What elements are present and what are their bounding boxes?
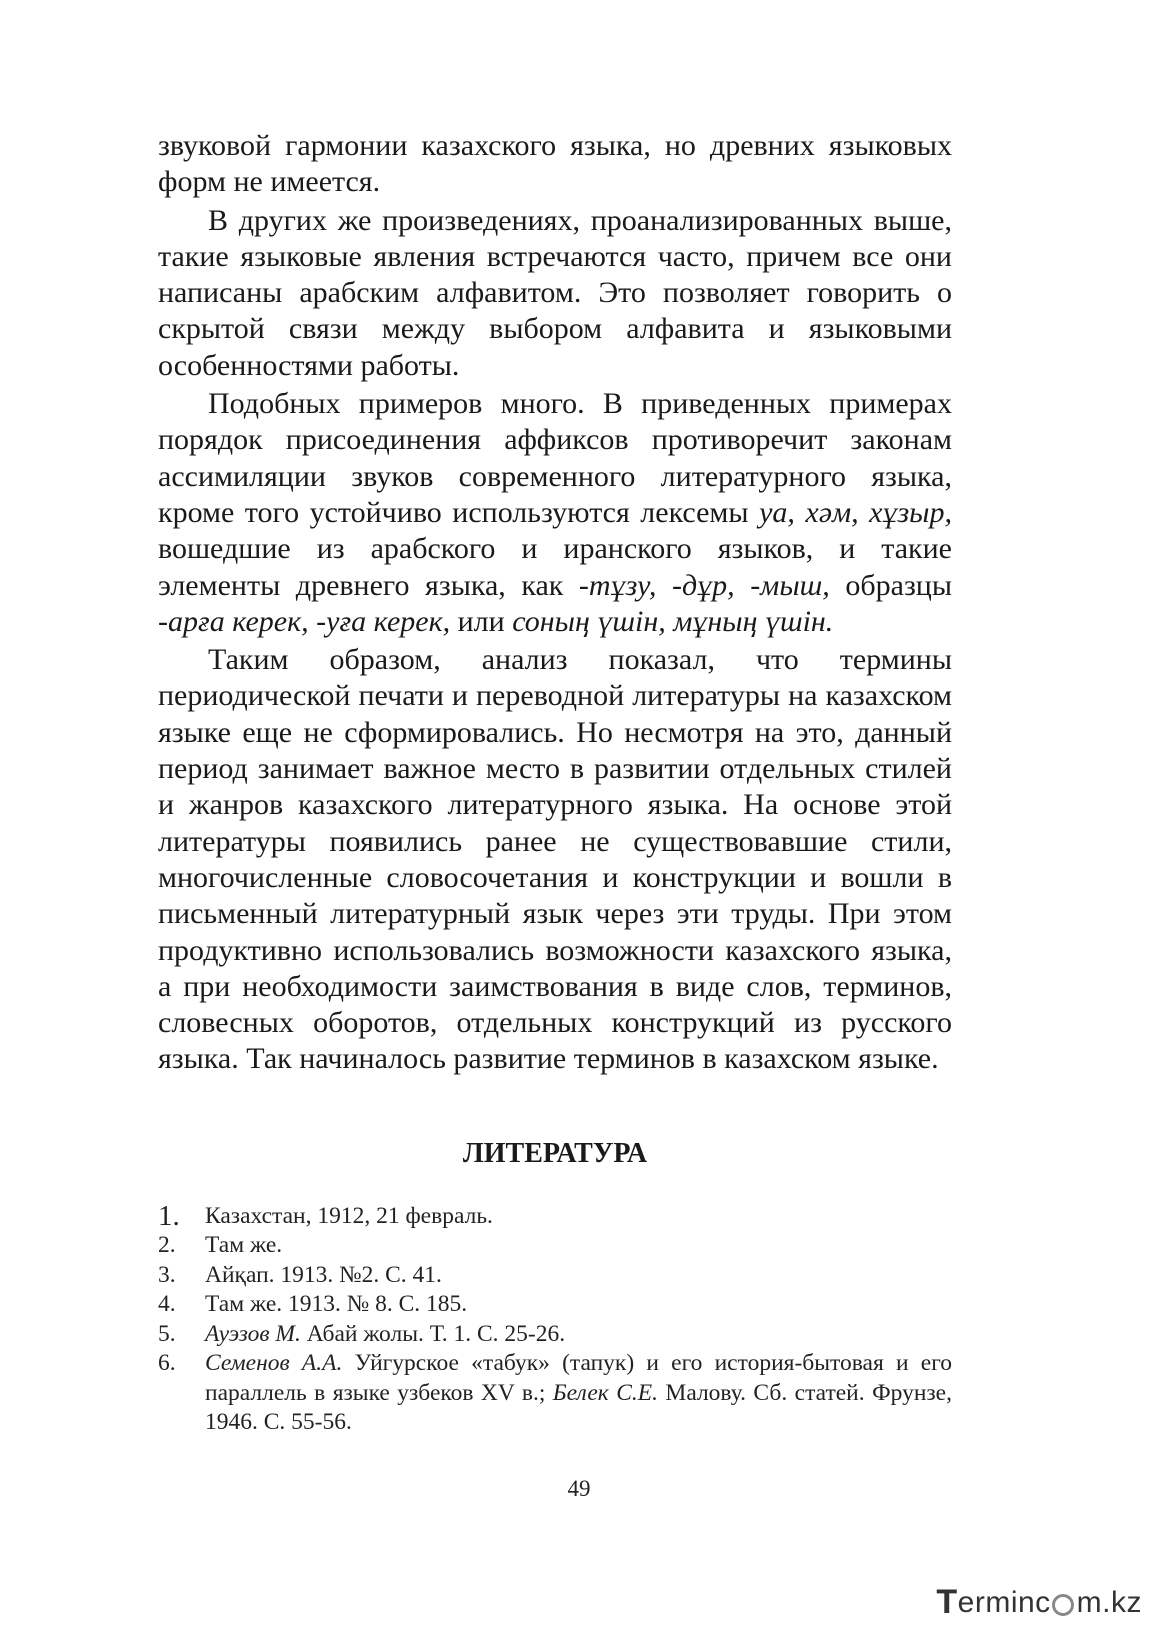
reference-item [158, 1199, 952, 1232]
reference-text: Там же. [205, 1232, 283, 1259]
reference-author: Семенов А.А. [205, 1350, 343, 1377]
paragraph-3-text: вошедшие из арабского и иранского языков, и такие элементы древнего языка, как [158, 532, 952, 602]
references-list [158, 1199, 952, 1438]
reference-number: 5. [158, 1320, 176, 1347]
reference-author: Ауэзов М. [205, 1320, 301, 1347]
reference-text: Айқап. 1913. №2. С. 41. [205, 1261, 442, 1288]
italic-samples-2: соның үшін, мұның үшін. [512, 604, 834, 638]
paragraph-2: В других же произведениях, проанализированных выше, такие языковые явления встречаются часто, причем все они написаны арабским алфавитом. Это позволяет говорить о скрытой связи между выбором алфавита и языковыми особенностями работы. [158, 203, 952, 382]
reference-text: Уйгурское «табук» (тапук) и его история-бытовая и его параллель в языке узбеков XV в.; [205, 1350, 952, 1406]
reference-text: Казахстан, 1912, 21 февраль. [205, 1202, 493, 1229]
reference-item [158, 1290, 952, 1320]
paragraph-3-text: Подобных примеров много. В приведенных примерах порядок присоединения аффиксов противоречит законам ассимиляции звуков современного литературного языка, кроме того устойчиво используются лексемы [158, 387, 952, 529]
references-heading: ЛИТЕРАТУРА [462, 1137, 648, 1169]
paragraph-4: Таким образом, анализ показал, что термины периодической печати и переводной литературы на казахском языке еще не сформировались. Но несмотря на это, данный период занимает важное место в развитии отдельных стилей и жанров казахского литературного языка. На основе этой литературы появились ранее не существовавшие стили, многочисленные словосочетания и конструкции и вошли в письменный литературный язык через эти труды. При этом продуктивно использовались возможности казахского языка, а при необходимости заимствования в виде слов, терминов, словесных оборотов, отдельных конструкций из русского языка. Так начиналось развитие терминов в казахском языке. [158, 643, 952, 1076]
reference-text-2: Малову. Сб. статей. Фрунзе, 1946. С. 55-56. [205, 1379, 952, 1436]
watermark-text: erminc [957, 1585, 1051, 1619]
paragraph-1: звуковой гармонии казахского языка, но древних языковых форм не имеется. [158, 129, 952, 199]
italic-elements: -тұзу, -дұр, -мыш, [578, 568, 830, 602]
reference-number: 2. [158, 1232, 176, 1259]
reference-number: 3. [158, 1261, 176, 1288]
italic-samples: -арға керек, -уға керек, [158, 604, 451, 638]
paragraph-3 [158, 386, 952, 640]
reference-item [158, 1320, 952, 1350]
watermark-domain: m.kz [1076, 1585, 1142, 1619]
paragraph-3-text: образцы [829, 568, 952, 602]
reference-author-2: Белек С.Е. [552, 1379, 658, 1406]
reference-number: 4. [158, 1291, 176, 1318]
termincom-watermark [936, 1583, 1142, 1622]
reference-item [158, 1349, 952, 1438]
reference-text: Там же. 1913. № 8. С. 185. [205, 1291, 468, 1318]
reference-item [158, 1231, 952, 1261]
reference-number: 6. [158, 1350, 176, 1377]
page-number: 49 [567, 1476, 591, 1501]
reference-text: Абай жолы. Т. 1. С. 25-26. [300, 1320, 566, 1347]
paragraph-3-text: или [450, 604, 513, 638]
watermark-initial: T [936, 1583, 958, 1621]
reference-number: 1. [158, 1199, 180, 1232]
magnifier-icon [1052, 1594, 1074, 1616]
reference-item [158, 1261, 952, 1291]
page-content [158, 128, 952, 1438]
italic-lexemes: уа, хәм, хұзыр, [759, 495, 953, 529]
